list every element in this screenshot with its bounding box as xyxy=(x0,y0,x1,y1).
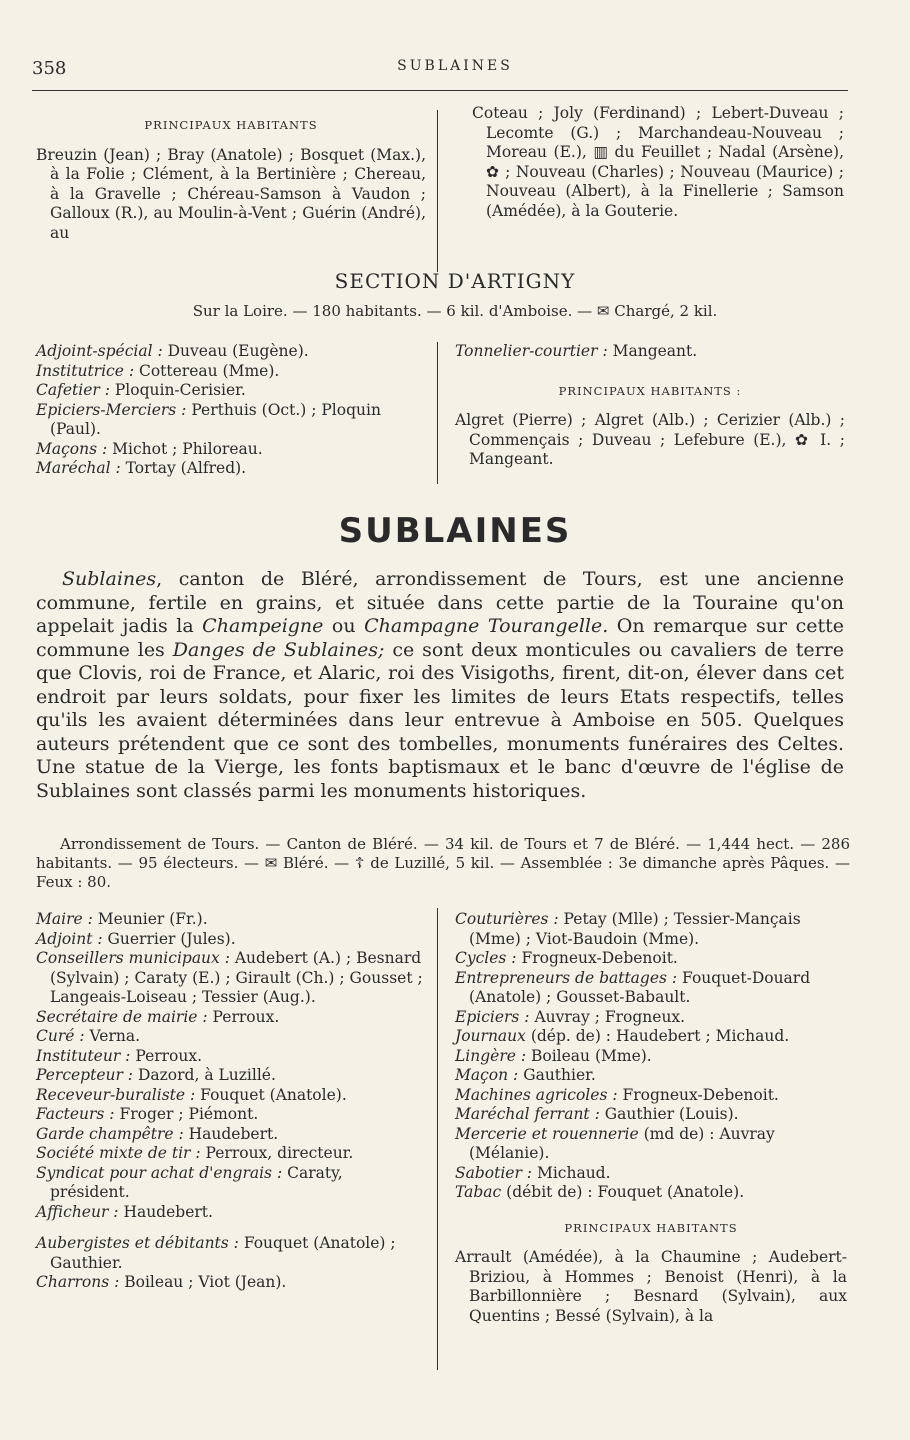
directory-entry xyxy=(36,440,431,460)
description-text: ou xyxy=(323,615,365,637)
role-label: Adjoint-spécial : xyxy=(36,342,163,360)
directory-entry xyxy=(36,381,431,401)
directory-right-entries xyxy=(455,910,847,1203)
role-label: Mercerie et rouennerie xyxy=(455,1124,639,1143)
entry-name: Audebert (A.) ; Besnard (Sylvain) ; Caraty (E.) ; Girault (Ch.) ; Gousset ; Langeais-Loiseau ; Tessier (Aug.). xyxy=(50,949,423,1006)
directory-entry xyxy=(36,342,431,362)
column-divider xyxy=(437,908,438,1370)
directory-entry xyxy=(36,401,431,440)
artigny-left-column xyxy=(36,342,431,479)
entry-name: Perroux, directeur. xyxy=(200,1144,354,1162)
role-label: Aubergistes et débitants : xyxy=(36,1234,239,1252)
directory-entry xyxy=(455,1125,847,1164)
directory-entry xyxy=(36,910,426,930)
directory-entry xyxy=(36,949,426,1008)
description-text: On remarque sur cette commune les xyxy=(36,615,844,661)
role-label: Epiciers-Merciers : xyxy=(36,400,187,419)
entry-name: Perroux. xyxy=(207,1007,280,1026)
directory-entry xyxy=(36,459,431,479)
residents-list: Breuzin (Jean) ; Bray (Anatole) ; Bosquet (Max.), à la Folie ; Clément, à la Bertinière ; Chereau, à la Gravelle ; Chéreau-Samson à Vaudon ; Galloux (R.), au Moulin-à-Vent ; Guérin (André), au xyxy=(36,145,426,242)
commune-title: SUBLAINES xyxy=(338,511,572,551)
directory-entry xyxy=(36,1105,426,1125)
entry-name: Frogneux-Debenoit. xyxy=(617,1085,779,1104)
entry-name: Perthuis (Oct.) ; Ploquin (Paul). xyxy=(50,400,381,438)
role-label: Cafetier : xyxy=(36,381,110,399)
description-text: , canton de Bléré, arrondissement de Tours, est une ancienne commune, fertile en grains, et située dans cette partie de la Touraine qu'on appelait jadis la xyxy=(36,568,844,637)
entry-name: Guerrier (Jules). xyxy=(102,929,236,948)
directory-entry xyxy=(455,1008,847,1028)
residents-list: Algret (Pierre) ; Algret (Alb.) ; Cerizier (Alb.) ; Commençais ; Duveau ; Lefebure (E.), ✿ I. ; Mangeant. xyxy=(455,411,845,468)
page-number: 358 xyxy=(32,58,67,79)
role-label: Charrons : xyxy=(36,1273,120,1291)
residents-list: Arrault (Amédée), à la Chaumine ; Audebert-Briziou, à Hommes ; Benoist (Henri), à la Barbillonnière ; Besnard (Sylvain), aux Quentins ; Bessé (Sylvain), à la xyxy=(455,1248,847,1325)
role-label: Machines agricoles : xyxy=(455,1085,618,1104)
entry-name: Cottereau (Mme). xyxy=(134,361,280,380)
role-label: Adjoint : xyxy=(36,929,103,948)
directory-entry xyxy=(455,1027,847,1047)
directory-entry xyxy=(455,1105,847,1125)
directory-entry xyxy=(455,910,847,949)
commune-name: Sublaines xyxy=(62,568,157,590)
directory-entry xyxy=(455,949,847,969)
directory-entry xyxy=(455,969,847,1008)
role-label: Maçon : xyxy=(455,1066,519,1084)
role-label: Maçons : xyxy=(36,439,108,458)
role-label: Percepteur : xyxy=(36,1066,134,1084)
directory-entry xyxy=(36,1144,426,1164)
directory-entry xyxy=(36,1027,426,1047)
entry-name: (débit de) : Fouquet (Anatole). xyxy=(501,1183,745,1201)
role-label: Lingère : xyxy=(455,1046,527,1065)
role-label: Maire : xyxy=(36,910,93,928)
role-label: Receveur-buraliste : xyxy=(36,1085,196,1104)
role-label: Afficheur : xyxy=(36,1202,119,1221)
role-label: Cycles : xyxy=(455,949,517,967)
entry-name: Boileau ; Viot (Jean). xyxy=(119,1273,287,1291)
entry-name: Meunier (Fr.). xyxy=(92,910,208,928)
entry-name: Fouquet (Anatole). xyxy=(195,1085,347,1104)
role-label: Maréchal ferrant : xyxy=(455,1105,600,1123)
entry-name: Froger ; Piémont. xyxy=(114,1105,259,1123)
directory-entry xyxy=(36,1234,426,1273)
role-label: Couturières : xyxy=(455,910,559,928)
section-subtitle: Sur la Loire. — 180 habitants. — 6 kil. d'Amboise. — ✉ Chargé, 2 kil. xyxy=(192,302,718,320)
entry-name: Duveau (Eugène). xyxy=(162,342,309,360)
entry-name: Gauthier. xyxy=(518,1066,596,1084)
description-text: ce sont deux monticules ou cavaliers de terre que Clovis, roi de France, et Alaric, roi des Visigoths, firent, dit-on, élever dans cet endroit par leurs soldats, pour fixer les limites de leurs Etats respectifs, telles qu'ils les avaient déterminées dans leur entrevue à Amboise en 505. Quelques auteurs prétendent que ce sont des tombelles, monuments funéraires des Celtes. Une statue de la Vierge, les fonts baptismaux et le banc d'œuvre de l'église de Sublaines sont classés parmi les monuments historiques. xyxy=(36,638,844,802)
role-label: Syndicat pour achat d'engrais : xyxy=(36,1163,283,1182)
directory-entry xyxy=(36,1203,426,1223)
role-label: Tonnelier-courtier : xyxy=(455,342,608,360)
directory-entry xyxy=(455,1086,847,1106)
role-label: Instituteur : xyxy=(36,1046,131,1065)
role-label: Epiciers : xyxy=(455,1007,530,1026)
principal-residents-heading: PRINCIPAUX HABITANTS xyxy=(144,118,318,132)
artigny-right-column xyxy=(455,342,845,470)
directory-entry xyxy=(36,1273,426,1293)
directory-entry xyxy=(455,342,845,362)
place-name: Champagne Tourangelle. xyxy=(364,615,609,637)
directory-entry xyxy=(36,1066,426,1086)
entry-name: Tortay (Alfred). xyxy=(120,459,247,477)
commune-facts: Arrondissement de Tours. — Canton de Bléré. — 34 kil. de Tours et 7 de Bléré. — 1,444 hect. — 286 habitants. — 95 électeurs. — ✉ Bléré. — ☦ de Luzillé, 5 kil. — Assemblée : 3e dimanche après Pâques. — Feux : 80. xyxy=(36,835,850,891)
entry-name: Fouquet (Anatole) ; Gauthier. xyxy=(50,1234,396,1272)
header-rule xyxy=(32,90,848,91)
entry-name: Haudebert. xyxy=(183,1124,279,1143)
role-label: Garde champêtre : xyxy=(36,1124,184,1143)
entry-name: Haudebert. xyxy=(118,1202,213,1221)
directory-entry xyxy=(36,1086,426,1106)
entry-name: Auvray ; Frogneux. xyxy=(529,1007,686,1026)
running-title: SUBLAINES xyxy=(397,58,513,74)
entry-name: Dazord, à Luzillé. xyxy=(133,1066,276,1084)
entry-name: Mangeant. xyxy=(607,342,698,360)
place-name: Danges de Sublaines; xyxy=(172,638,385,661)
residents-list-continued: Coteau ; Joly (Ferdinand) ; Lebert-Duveau ; Lecomte (G.) ; Marchandeau-Nouveau ; Moreau (E.), ▥ du Feuillet ; Nadal (Arsène), ✿ ; Nouveau (Charles) ; Nouveau (Maurice) ; Nouveau (Albert), à la Finellerie ; Samson (Amédée), à la Gouterie. xyxy=(472,104,844,220)
entry-name: Fouquet-Douard (Anatole) ; Gousset-Babault. xyxy=(469,968,811,1006)
directory-right-column xyxy=(455,910,847,1326)
entry-name: Michot ; Philoreau. xyxy=(107,439,263,458)
directory-entry xyxy=(36,1047,426,1067)
entry-name: Frogneux-Debenoit. xyxy=(516,949,678,967)
directory-left-column xyxy=(36,910,426,1293)
directory-entry xyxy=(455,1047,847,1067)
place-name: Champeigne xyxy=(202,615,324,637)
role-label: Entrepreneurs de battages : xyxy=(455,968,678,987)
column-divider xyxy=(437,110,438,272)
role-label: Maréchal : xyxy=(36,459,121,477)
entry-name: Perroux. xyxy=(130,1046,203,1065)
entry-name: Caraty, président. xyxy=(50,1163,343,1201)
principal-residents-heading: PRINCIPAUX HABITANTS xyxy=(564,1220,738,1235)
entry-name: Verna. xyxy=(84,1027,141,1045)
entry-name: Gauthier (Louis). xyxy=(599,1105,739,1123)
top-right-column xyxy=(472,104,844,221)
directory-entry xyxy=(36,362,431,382)
role-label: Institutrice : xyxy=(36,361,135,380)
entry-name: Ploquin-Cerisier. xyxy=(109,381,246,399)
directory-entry xyxy=(36,1164,426,1203)
role-label: Journaux xyxy=(455,1027,526,1045)
commune-description xyxy=(36,568,844,803)
role-label: Conseillers municipaux : xyxy=(36,949,230,967)
section-title: SECTION D'ARTIGNY xyxy=(334,269,576,293)
entry-name: Petay (Mlle) ; Tessier-Mançais (Mme) ; Viot-Baudoin (Mme). xyxy=(469,910,801,948)
directory-entry xyxy=(455,1066,847,1086)
directory-entry xyxy=(455,1164,847,1184)
column-divider xyxy=(437,342,438,484)
entry-name: (dép. de) : Haudebert ; Michaud. xyxy=(525,1027,790,1045)
role-label: Secrétaire de mairie : xyxy=(36,1007,208,1026)
top-left-column xyxy=(36,112,426,243)
role-label: Curé : xyxy=(36,1027,85,1045)
role-label: Tabac xyxy=(455,1183,502,1201)
directory-entry xyxy=(36,930,426,950)
entry-name: Boileau (Mme). xyxy=(526,1046,652,1065)
role-label: Société mixte de tir : xyxy=(36,1144,201,1162)
role-label: Facteurs : xyxy=(36,1105,115,1123)
directory-entry xyxy=(36,1008,426,1028)
directory-entry xyxy=(455,1183,847,1203)
principal-residents-heading: PRINCIPAUX HABITANTS : xyxy=(558,383,742,398)
entry-name: Michaud. xyxy=(532,1163,611,1182)
entry-name: (md de) : Auvray (Mélanie). xyxy=(469,1124,775,1162)
directory-entry xyxy=(36,1125,426,1145)
role-label: Sabotier : xyxy=(455,1163,533,1182)
